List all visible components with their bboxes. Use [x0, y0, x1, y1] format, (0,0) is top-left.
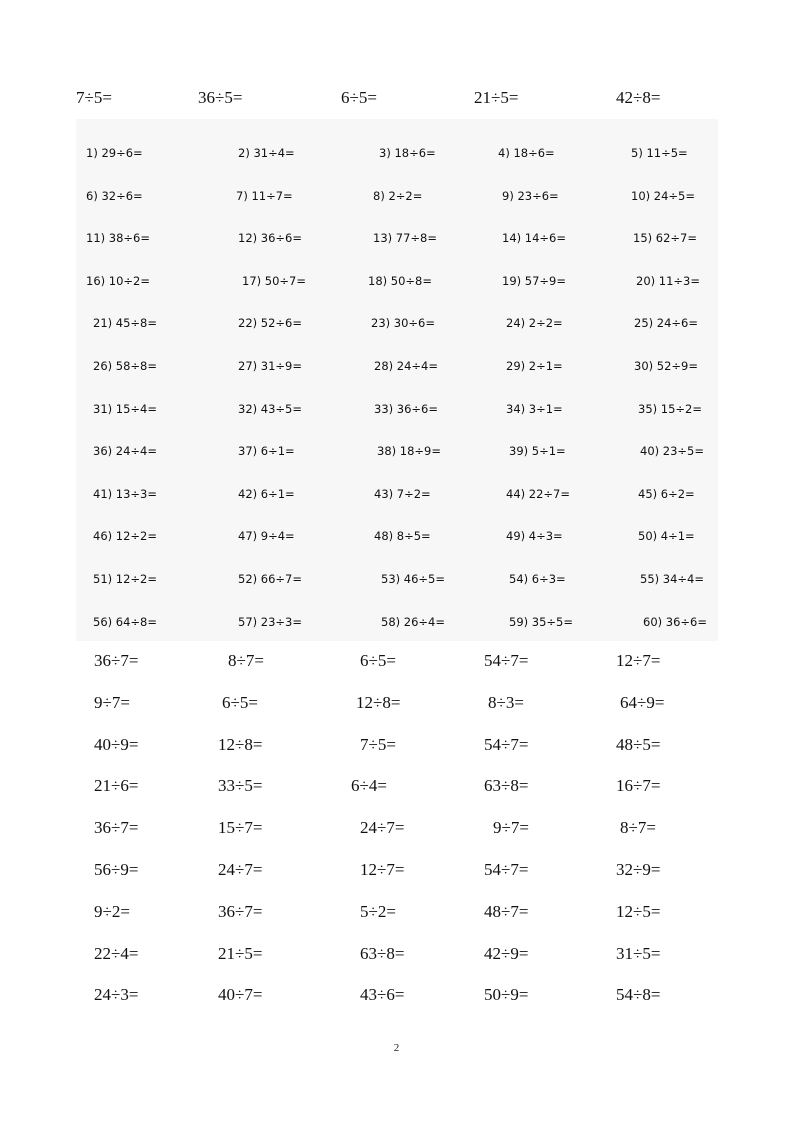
numbered-problem-row	[0, 440, 793, 462]
problem: 12÷7=	[360, 860, 405, 879]
bottom-problem-row	[0, 984, 793, 1006]
numbered-problem: 28) 24÷4=	[374, 359, 438, 373]
numbered-problem: 51) 12÷2=	[93, 572, 157, 586]
problem: 63÷8=	[360, 943, 405, 963]
numbered-problem: 1) 29÷6=	[86, 146, 143, 160]
numbered-problem: 4) 18÷6=	[498, 146, 555, 160]
problem: 54÷8=	[616, 985, 661, 1005]
numbered-problem: 38) 18÷9=	[377, 444, 441, 459]
problem: 16÷7=	[616, 776, 661, 796]
numbered-problem: 53) 46÷5=	[381, 572, 445, 586]
bottom-problem-row	[0, 943, 793, 965]
problem: 21÷6=	[94, 776, 139, 796]
numbered-problem: 56) 64÷8=	[93, 614, 157, 629]
numbered-problem: 34) 3÷1=	[506, 401, 563, 416]
numbered-problem: 31) 15÷4=	[93, 401, 157, 416]
problem: 48÷5=	[616, 734, 661, 754]
problem: 63÷8=	[484, 776, 529, 796]
bottom-problem-row	[0, 650, 793, 672]
problem: 36÷5=	[198, 88, 243, 107]
numbered-problem: 10) 24÷5=	[631, 188, 695, 203]
problem: 36÷7=	[218, 901, 263, 921]
problem: 40÷9=	[94, 734, 139, 754]
numbered-problem: 58) 26÷4=	[381, 614, 445, 629]
numbered-problem: 16) 10÷2=	[86, 273, 150, 288]
numbered-problem-row	[0, 142, 793, 164]
numbered-problem: 45) 6÷2=	[638, 486, 695, 501]
bottom-problem-row	[0, 859, 793, 881]
numbered-problem: 50) 4÷1=	[638, 529, 695, 544]
numbered-problem: 48) 8÷5=	[374, 529, 431, 544]
numbered-problem: 57) 23÷3=	[238, 614, 302, 629]
problem: 56÷9=	[94, 860, 139, 879]
problem: 12÷8=	[218, 734, 263, 754]
problem: 43÷6=	[360, 985, 405, 1005]
bottom-problem-row	[0, 692, 793, 714]
problem: 9÷7=	[493, 818, 529, 838]
numbered-problem: 37) 6÷1=	[238, 444, 295, 459]
problem: 54÷7=	[484, 651, 529, 670]
problem: 7÷5=	[360, 734, 396, 754]
numbered-problem: 46) 12÷2=	[93, 529, 157, 544]
top-problem-row	[0, 87, 793, 109]
problem: 8÷7=	[620, 818, 656, 838]
numbered-problem-row	[0, 483, 793, 505]
numbered-problem: 21) 45÷8=	[93, 316, 157, 331]
numbered-problem: 26) 58÷8=	[93, 359, 157, 373]
problem: 6÷4=	[351, 776, 387, 796]
numbered-problem: 23) 30÷6=	[371, 316, 435, 331]
numbered-problem-row	[0, 355, 793, 377]
numbered-problem: 19) 57÷9=	[502, 273, 566, 288]
problem: 6÷5=	[341, 88, 377, 107]
page-number: 2	[393, 1042, 400, 1054]
numbered-problem: 32) 43÷5=	[238, 401, 302, 416]
problem: 5÷2=	[360, 901, 396, 921]
problem: 12÷5=	[616, 901, 661, 921]
numbered-problem: 43) 7÷2=	[374, 486, 431, 501]
problem: 36÷7=	[94, 818, 139, 838]
problem: 8÷3=	[488, 692, 524, 712]
numbered-problem: 55) 34÷4=	[640, 572, 704, 586]
numbered-problem: 14) 14÷6=	[502, 231, 566, 246]
numbered-problem: 13) 77÷8=	[373, 231, 437, 246]
numbered-problem: 27) 31÷9=	[238, 359, 302, 373]
problem: 12÷7=	[616, 651, 661, 670]
numbered-problem-row	[0, 611, 793, 633]
problem: 32÷9=	[616, 860, 661, 879]
numbered-problem: 24) 2÷2=	[506, 316, 563, 331]
problem: 48÷7=	[484, 901, 529, 921]
problem: 21÷5=	[474, 88, 519, 107]
numbered-problem: 41) 13÷3=	[93, 486, 157, 501]
problem: 8÷7=	[228, 651, 264, 670]
problem: 54÷7=	[484, 860, 529, 879]
problem: 6÷5=	[222, 692, 258, 712]
problem: 36÷7=	[94, 651, 139, 670]
numbered-problem: 5) 11÷5=	[631, 146, 688, 160]
numbered-problem: 22) 52÷6=	[238, 316, 302, 331]
numbered-problem: 39) 5÷1=	[509, 444, 566, 459]
bottom-problem-row	[0, 817, 793, 839]
numbered-problem-row	[0, 270, 793, 292]
numbered-problem: 40) 23÷5=	[640, 444, 704, 459]
numbered-problem: 29) 2÷1=	[506, 359, 563, 373]
numbered-problem: 11) 38÷6=	[86, 231, 150, 246]
numbered-problem: 8) 2÷2=	[373, 188, 423, 203]
numbered-problem: 60) 36÷6=	[643, 614, 707, 629]
numbered-problem: 49) 4÷3=	[506, 529, 563, 544]
numbered-problem: 20) 11÷3=	[636, 273, 700, 288]
problem: 7÷5=	[76, 88, 112, 107]
numbered-problem: 44) 22÷7=	[506, 486, 570, 501]
bottom-problem-row	[0, 775, 793, 797]
problem: 40÷7=	[218, 985, 263, 1005]
numbered-problem: 3) 18÷6=	[379, 146, 436, 160]
problem: 21÷5=	[218, 943, 263, 963]
numbered-problem: 54) 6÷3=	[509, 572, 566, 586]
bottom-problem-row	[0, 901, 793, 923]
numbered-problem-row	[0, 227, 793, 249]
numbered-problem: 59) 35÷5=	[509, 614, 573, 629]
problem: 22÷4=	[94, 943, 139, 963]
numbered-problem: 35) 15÷2=	[638, 401, 702, 416]
numbered-problem-row	[0, 525, 793, 547]
numbered-problem: 30) 52÷9=	[634, 359, 698, 373]
numbered-problem: 9) 23÷6=	[502, 188, 559, 203]
numbered-problem-row	[0, 398, 793, 420]
numbered-problem: 36) 24÷4=	[93, 444, 157, 459]
problem: 9÷2=	[94, 901, 130, 921]
problem: 54÷7=	[484, 734, 529, 754]
numbered-problem: 15) 62÷7=	[633, 231, 697, 246]
numbered-problem: 17) 50÷7=	[242, 273, 306, 288]
numbered-problem: 33) 36÷6=	[374, 401, 438, 416]
numbered-problem: 25) 24÷6=	[634, 316, 698, 331]
numbered-problem-row	[0, 185, 793, 207]
numbered-problem: 6) 32÷6=	[86, 188, 143, 203]
problem: 24÷7=	[360, 818, 405, 838]
problem: 33÷5=	[218, 776, 263, 796]
numbered-problem: 18) 50÷8=	[368, 273, 432, 288]
problem: 24÷7=	[218, 860, 263, 879]
problem: 31÷5=	[616, 943, 661, 963]
problem: 12÷8=	[356, 692, 401, 712]
bottom-problem-row	[0, 734, 793, 756]
problem: 9÷7=	[94, 692, 130, 712]
problem: 6÷5=	[360, 651, 396, 670]
numbered-problem: 42) 6÷1=	[238, 486, 295, 501]
problem: 42÷9=	[484, 943, 529, 963]
numbered-problem: 12) 36÷6=	[238, 231, 302, 246]
problem: 24÷3=	[94, 985, 139, 1005]
problem: 42÷8=	[616, 88, 661, 107]
numbered-problem-row	[0, 568, 793, 590]
numbered-problem: 47) 9÷4=	[238, 529, 295, 544]
numbered-problem-row	[0, 312, 793, 334]
problem: 64÷9=	[620, 692, 665, 712]
numbered-problem: 2) 31÷4=	[238, 146, 295, 160]
numbered-problem: 7) 11÷7=	[236, 188, 293, 203]
numbered-problem: 52) 66÷7=	[238, 572, 302, 586]
problem: 50÷9=	[484, 985, 529, 1005]
problem: 15÷7=	[218, 818, 263, 838]
